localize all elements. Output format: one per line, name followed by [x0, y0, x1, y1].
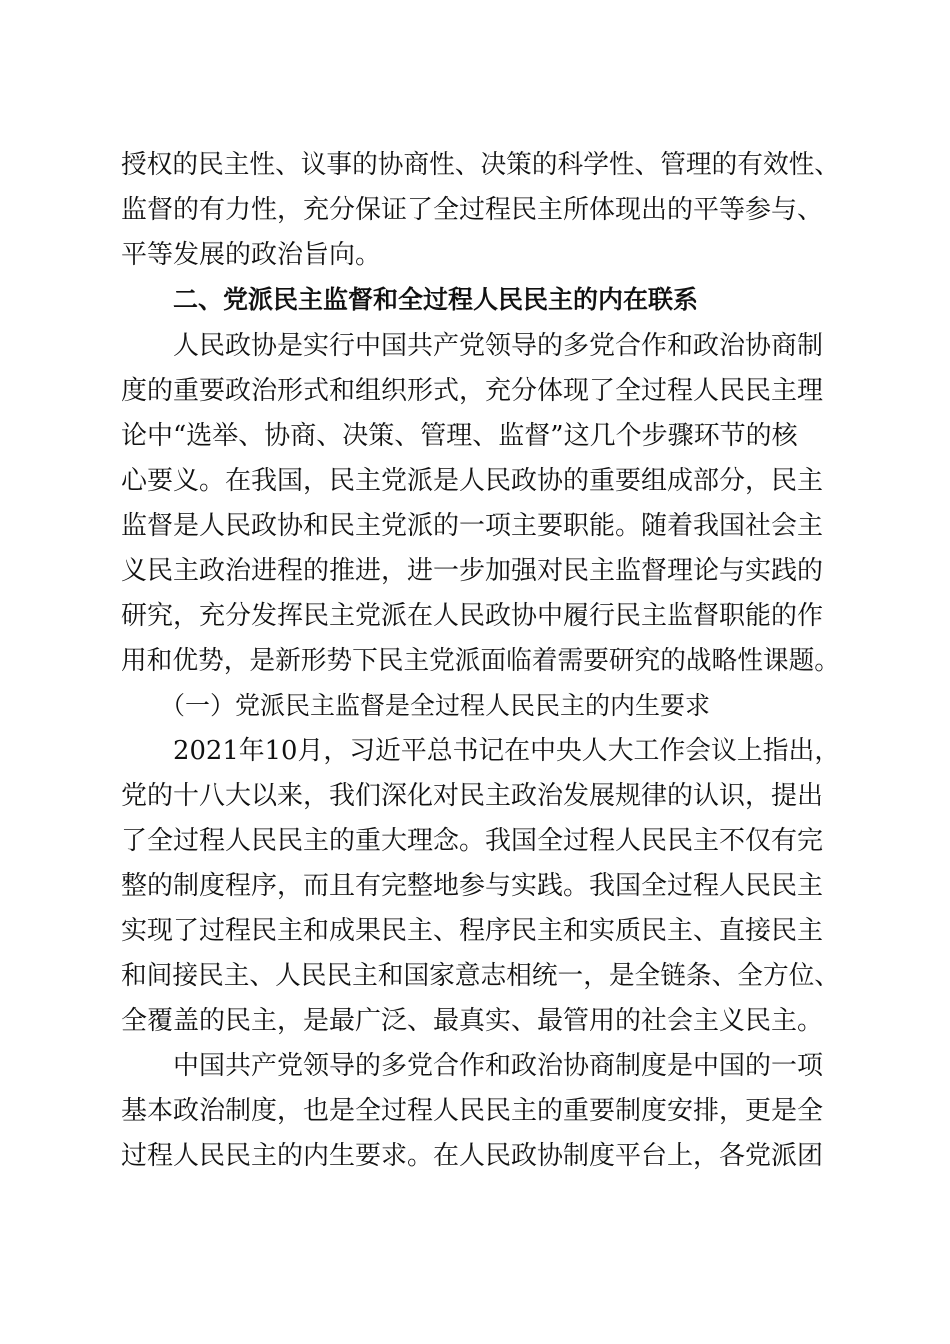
text-line — [0, 776, 950, 816]
continuation-line-2: 监督的有力性，充分保证了全过程民主所体现出的平等参与、 — [121, 195, 824, 225]
text-line — [0, 1046, 950, 1086]
text-line — [0, 416, 950, 456]
paragraph-1-line-6: 义民主政治进程的推进，进一步加强对民主监督理论与实践的 — [121, 556, 824, 586]
text-line — [0, 641, 950, 681]
text-line — [0, 326, 950, 366]
paragraph-2-line-6: 和间接民主、人民民主和国家意志相统一，是全链条、全方位、 — [121, 961, 840, 991]
paragraph-1-line-2: 度的重要政治形式和组织形式，充分体现了全过程人民民主理 — [121, 376, 824, 406]
text-line — [0, 821, 950, 861]
continuation-line-3: 平等发展的政治旨向。 — [121, 240, 382, 270]
text-line — [0, 235, 950, 275]
paragraph-1-line-8: 用和优势，是新形势下民主党派面临着需要研究的战略性课题。 — [121, 646, 840, 676]
text-line — [0, 461, 950, 501]
paragraph-2-line-2: 党的十八大以来，我们深化对民主政治发展规律的认识，提出 — [121, 781, 824, 811]
text-line — [0, 1136, 950, 1176]
text-line — [0, 1091, 950, 1131]
paragraph-3-line-2: 基本政治制度，也是全过程人民民主的重要制度安排，更是全 — [121, 1096, 824, 1126]
text-line — [0, 190, 950, 230]
paragraph-3-line-1: 中国共产党领导的多党合作和政治协商制度是中国的一项 — [173, 1051, 824, 1081]
text-line — [0, 911, 950, 951]
text-line — [0, 551, 950, 591]
text-line — [0, 371, 950, 411]
text-line — [0, 596, 950, 636]
paragraph-1-line-5: 监督是人民政协和民主党派的一项主要职能。随着我国社会主 — [121, 511, 824, 541]
paragraph-2-line-7: 全覆盖的民主，是最广泛、最真实、最管用的社会主义民主。 — [121, 1006, 824, 1036]
subsection-heading: （一）党派民主监督是全过程人民民主的内生要求 — [160, 691, 711, 720]
text-line — [0, 731, 950, 771]
paragraph-1-line-4: 心要义。在我国，民主党派是人民政协的重要组成部分，民主 — [121, 466, 824, 496]
paragraph-1-line-7: 研究，充分发挥民主党派在人民政协中履行民主监督职能的作 — [121, 601, 824, 631]
paragraph-2-line-5: 实现了过程民主和成果民主、程序民主和实质民主、直接民主 — [121, 916, 824, 946]
paragraph-2-line-1: 2021年10月，习近平总书记在中央人大工作会议上指出， — [173, 736, 841, 766]
paragraph-1-line-1: 人民政协是实行中国共产党领导的多党合作和政治协商制 — [173, 331, 824, 361]
paragraph-1-line-3: 论中“选举、协商、决策、管理、监督”这几个步骤环节的核 — [121, 421, 798, 451]
paragraph-3-line-3: 过程人民民主的内生要求。在人民政协制度平台上，各党派团 — [121, 1141, 824, 1171]
text-line — [0, 506, 950, 546]
text-line — [0, 866, 950, 906]
text-line — [0, 1001, 950, 1041]
continuation-line-1: 授权的民主性、议事的协商性、决策的科学性、管理的有效性、 — [121, 150, 840, 180]
paragraph-2-line-4: 整的制度程序，而且有完整地参与实践。我国全过程人民民主 — [121, 871, 824, 901]
paragraph-2-line-3: 了全过程人民民主的重大理念。我国全过程人民民主不仅有完 — [121, 826, 824, 856]
text-line — [0, 145, 950, 185]
text-line — [0, 956, 950, 996]
section-heading: 二、党派民主监督和全过程人民民主的内在联系 — [173, 285, 699, 314]
